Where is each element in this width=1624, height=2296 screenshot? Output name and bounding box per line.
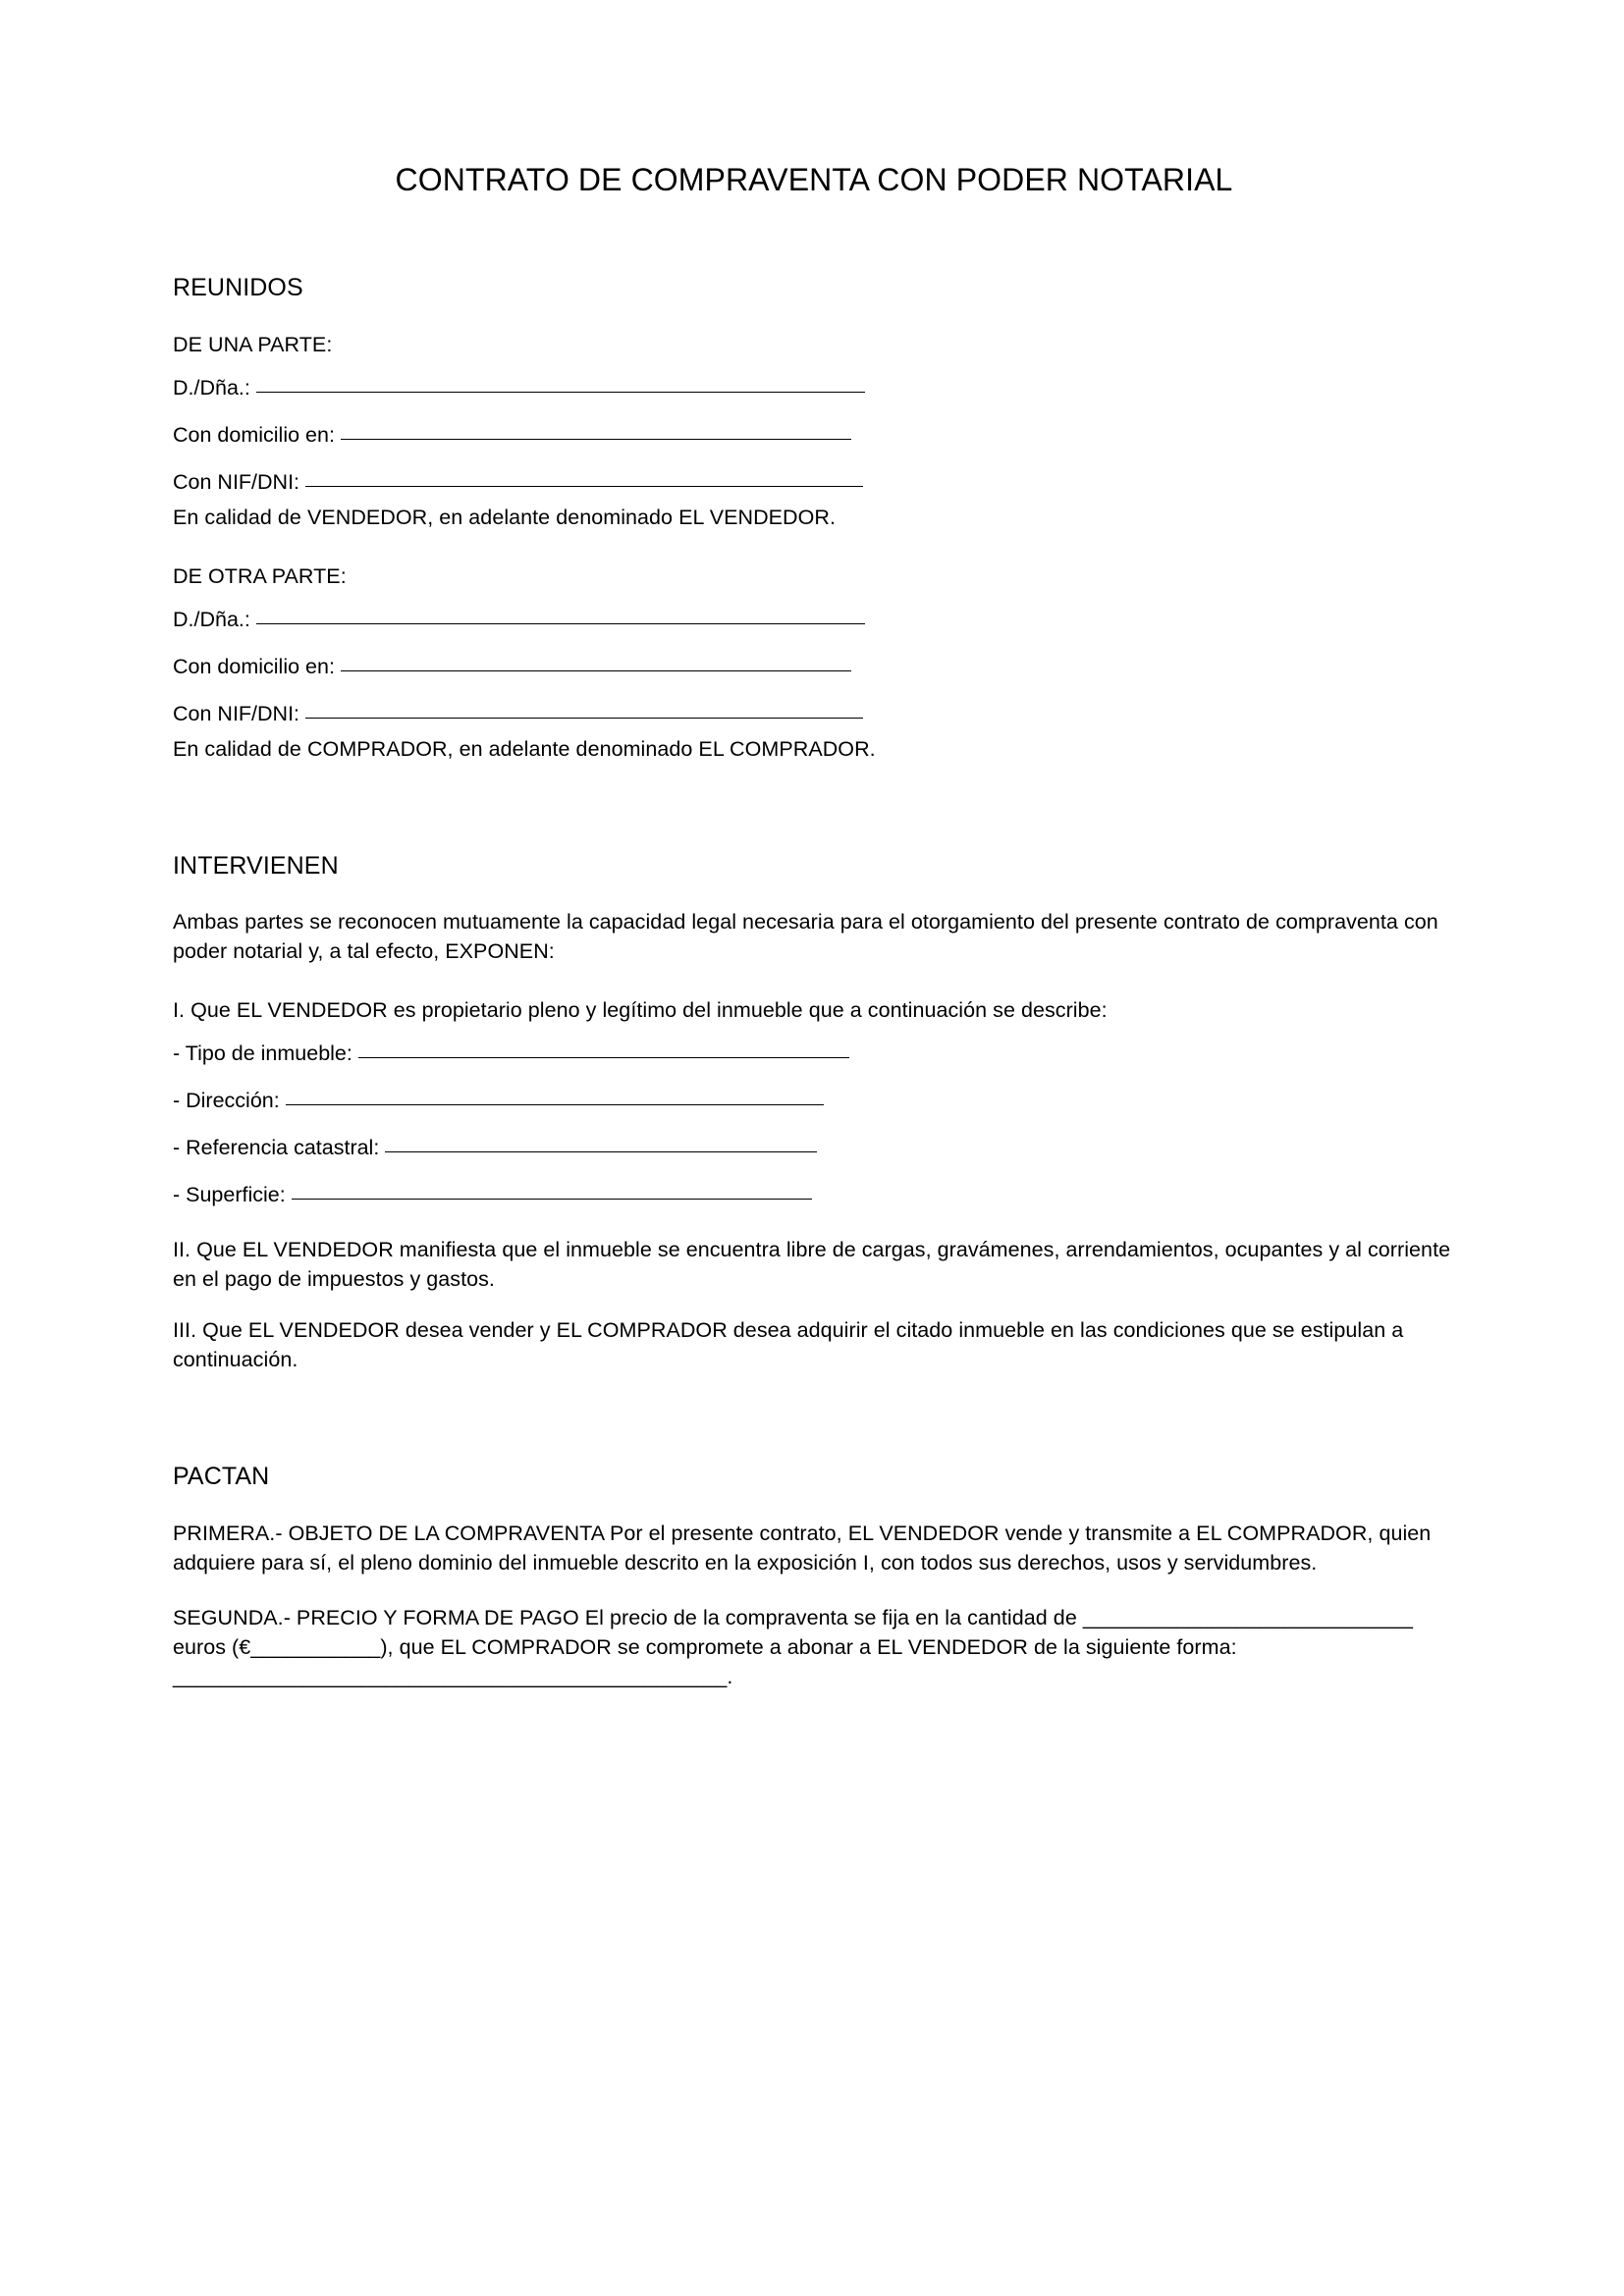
spacer — [173, 634, 1455, 652]
party-two-intro: DE OTRA PARTE: — [173, 563, 347, 588]
field-label-seller-address: Con domicilio en: — [173, 422, 335, 447]
spacer — [173, 304, 1455, 330]
section-heading-reunidos: REUNIDOS — [173, 274, 303, 301]
field-label-buyer-name: D./Dña.: — [173, 607, 250, 631]
spacer — [173, 1068, 1455, 1086]
clause-primera: PRIMERA.- OBJETO DE LA COMPRAVENTA Por el presente contrato, EL VENDEDOR vende y transmite a EL COMPRADOR, quien adquiere para sí, el pleno dominio del inmueble descrito en la exposición I, con todos sus derechos, usos y servidumbres. — [173, 1521, 1432, 1575]
field-row-seller-id — [173, 467, 1455, 497]
section-heading-pactan: PACTAN — [173, 1463, 270, 1490]
spacer — [173, 681, 1455, 699]
spacer — [173, 402, 1455, 420]
field-label-surface-area: - Superficie: — [173, 1183, 286, 1206]
spacer — [173, 450, 1455, 467]
spacer — [173, 359, 1455, 373]
field-row-seller-address — [173, 420, 1455, 450]
field-blank-seller-name[interactable] — [256, 392, 865, 393]
field-label-buyer-id: Con NIF/DNI: — [173, 701, 300, 725]
field-blank-property-type[interactable] — [358, 1057, 849, 1058]
field-label-buyer-address: Con domicilio en: — [173, 654, 335, 678]
clause-i: I. Que EL VENDEDOR es propietario pleno y legítimo del inmueble que a continuación se describe: — [173, 998, 1108, 1022]
field-label-seller-id: Con NIF/DNI: — [173, 469, 300, 494]
field-blank-surface-area[interactable] — [292, 1199, 812, 1200]
field-blank-buyer-name[interactable] — [256, 623, 865, 624]
field-blank-buyer-address[interactable] — [341, 670, 851, 671]
clause-segunda: SEGUNDA.- PRECIO Y FORMA DE PAGO El precio de la compraventa se fija en la cantidad de ____________________________ euros (€___________), que EL COMPRADOR se compromete a abonar a EL VENDEDOR de la siguiente forma: _______________________________________________. — [173, 1605, 1414, 1688]
spacer — [173, 1294, 1455, 1315]
field-row-property-address — [173, 1086, 1455, 1115]
field-label-property-type: - Tipo de inmueble: — [173, 1041, 352, 1065]
field-label-property-address: - Dirección: — [173, 1089, 280, 1112]
spacer — [173, 1162, 1455, 1180]
spacer — [173, 199, 1455, 272]
field-row-buyer-name — [173, 605, 1455, 634]
spacer — [173, 1374, 1455, 1461]
field-blank-property-address[interactable] — [286, 1104, 824, 1105]
section-heading-intervienen: INTERVIENEN — [173, 851, 339, 880]
field-row-buyer-id — [173, 699, 1455, 728]
spacer — [173, 591, 1455, 605]
field-label-seller-name: D./Dña.: — [173, 375, 250, 400]
party-two-capacity: En calidad de COMPRADOR, en adelante denominado EL COMPRADOR. — [173, 736, 876, 761]
party-one-capacity: En calidad de VENDEDOR, en adelante denominado EL VENDEDOR. — [173, 505, 836, 529]
intervienen-preamble: Ambas partes se reconocen mutuamente la capacidad legal necesaria para el otorgamiento del presente contrato de compraventa con poder notarial y, a tal efecto, EXPONEN: — [173, 910, 1438, 963]
spacer — [173, 1577, 1455, 1603]
field-row-property-type — [173, 1039, 1455, 1068]
party-one-intro: DE UNA PARTE: — [173, 332, 333, 356]
spacer — [173, 1493, 1455, 1519]
spacer — [173, 764, 1455, 850]
field-row-surface-area — [173, 1180, 1455, 1209]
clause-ii: II. Que EL VENDEDOR manifiesta que el inmueble se encuentra libre de cargas, gravámenes, arrendamientos, ocupantes y al corriente en el pago de impuestos y gastos. — [173, 1238, 1451, 1291]
field-row-cadastral-reference — [173, 1133, 1455, 1162]
page-title: CONTRATO DE COMPRAVENTA CON PODER NOTARIAL — [395, 162, 1233, 197]
document-body — [173, 0, 1455, 1691]
clause-iii: III. Que EL VENDEDOR desea vender y EL COMPRADOR desea adquirir el citado inmueble en las condiciones que se estipulan a continuación. — [173, 1318, 1404, 1371]
spacer — [173, 1025, 1455, 1039]
field-row-seller-name — [173, 373, 1455, 402]
spacer — [173, 1115, 1455, 1133]
spacer — [173, 881, 1455, 907]
field-label-cadastral-reference: - Referencia catastral: — [173, 1136, 380, 1159]
field-blank-seller-id[interactable] — [305, 486, 863, 487]
field-row-buyer-address — [173, 652, 1455, 681]
spacer — [173, 1209, 1455, 1235]
field-blank-cadastral-reference[interactable] — [385, 1151, 817, 1152]
field-blank-seller-address[interactable] — [341, 439, 851, 440]
spacer — [173, 966, 1455, 995]
spacer — [173, 532, 1455, 561]
field-blank-buyer-id[interactable] — [305, 718, 863, 719]
